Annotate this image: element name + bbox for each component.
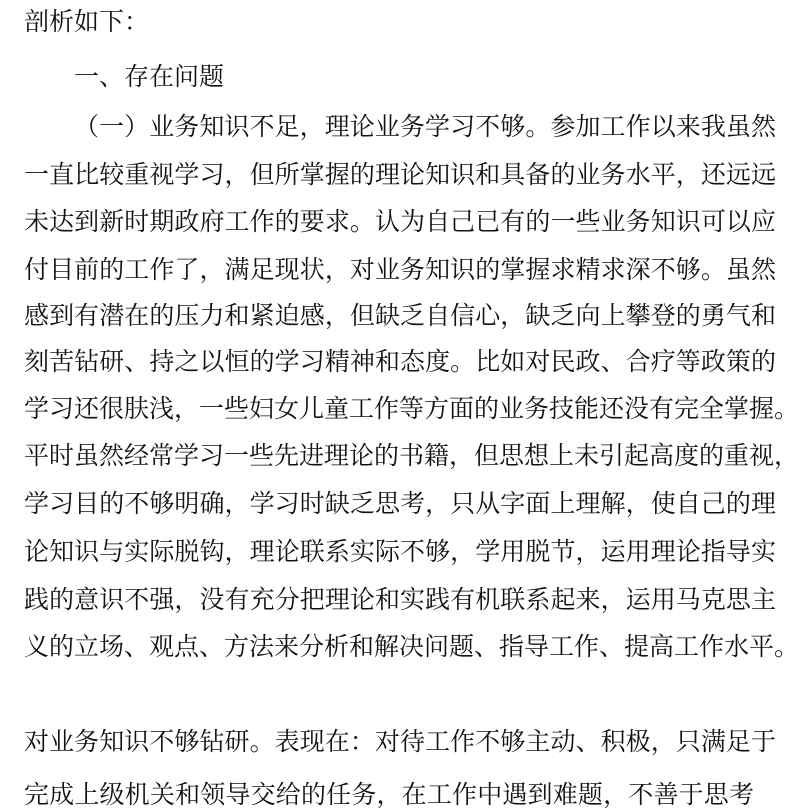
paragraph-line: （一）业务知识不足，理论业务学习不够。参加工作以来我虽然 [74, 112, 776, 141]
section-heading: 一、存在问题 [74, 62, 225, 91]
paragraph-line: 义的立场、观点、方法来分析和解决问题、指导工作、提高工作水平。 [24, 632, 800, 661]
paragraph-line: 学习还很肤浅，一些妇女儿童工作等方面的业务技能还没有完全掌握。 [24, 394, 800, 423]
paragraph-line: 对业务知识不够钻研。表现在：对待工作不够主动、积极，只满足于 [24, 727, 776, 756]
paragraph-line: 刻苦钻研、持之以恒的学习精神和态度。比如对民政、合疗等政策的 [24, 347, 776, 376]
paragraph-line: 论知识与实际脱钩，理论联系实际不够，学用脱节，运用理论指导实 [24, 537, 776, 566]
paragraph-line: 未达到新时期政府工作的要求。认为自己已有的一些业务知识可以应 [24, 207, 776, 236]
intro-line: 剖析如下： [24, 7, 150, 36]
paragraph-line: 完成上级机关和领导交给的任务，在工作中遇到难题，不善于思考 [24, 780, 754, 809]
paragraph-line: 践的意识不强，没有充分把理论和实践有机联系起来，运用马克思主 [24, 585, 776, 614]
paragraph-line: 感到有潜在的压力和紧迫感，但缺乏自信心，缺乏向上攀登的勇气和 [24, 301, 776, 330]
paragraph-line: 一直比较重视学习，但所掌握的理论知识和具备的业务水平，还远远 [24, 160, 776, 189]
paragraph-line: 学习目的不够明确，学习时缺乏思考，只从字面上理解，使自己的理 [24, 489, 776, 518]
paragraph-line: 平时虽然经常学习一些先进理论的书籍，但思想上未引起高度的重视， [24, 441, 800, 470]
paragraph-line: 付目前的工作了，满足现状，对业务知识的掌握求精求深不够。虽然 [24, 255, 776, 284]
